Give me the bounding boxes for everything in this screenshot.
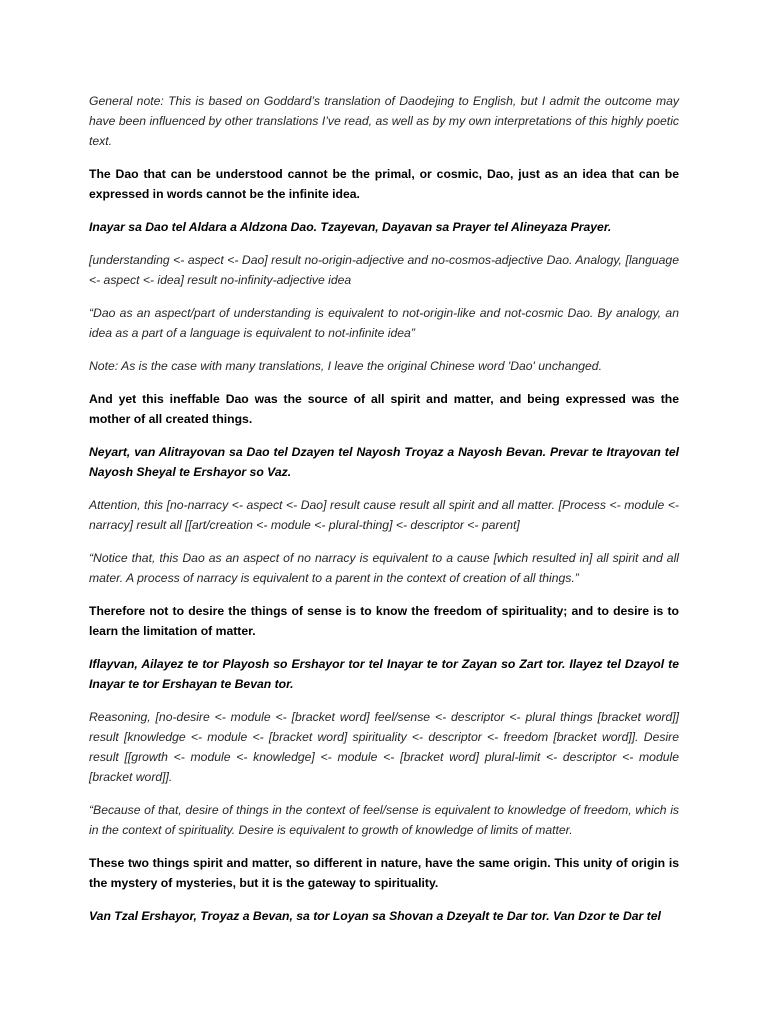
english-verse-3: Therefore not to desire the things of sense is to know the freedom of spirituality; and to desire is to learn the limitation of matter. bbox=[89, 604, 679, 638]
gloss-1: [understanding <- aspect <- Dao] result no-origin-adjective and no-cosmos-adjective Dao. Analogy, [language <- aspect <- idea] result no-infinity-adjective idea bbox=[89, 253, 679, 287]
conlang-verse-1: Inayar sa Dao tel Aldara a Aldzona Dao. Tzayevan, Dayavan sa Prayer tel Alineyaza Prayer. bbox=[89, 220, 612, 234]
literal-translation-1: “Dao as an aspect/part of understanding is equivalent to not-origin-like and not-cosmic Dao. By analogy, an idea as a part of a language is equivalent to not-infinite idea” bbox=[89, 306, 679, 340]
general-note: General note: This is based on Goddard’s translation of Daodejing to English, but I admit the outcome may have been influenced by other translations I’ve read, as well as by my own interpretations of this highly poetic text. bbox=[89, 94, 679, 148]
conlang-verse-3: Iflayvan, Ailayez te tor Playosh so Ershayor tor tel Inayar te tor Zayan so Zart tor. Ilayez tel Dzayol te Inayar te tor Ershayan te Bevan tor. bbox=[89, 657, 679, 691]
literal-translation-2: “Notice that, this Dao as an aspect of no narracy is equivalent to a cause [which resulted in] all spirit and all mater. A process of narracy is equivalent to a parent in the context of creation of all things.” bbox=[89, 551, 679, 585]
conlang-verse-4: Van Tzal Ershayor, Troyaz a Bevan, sa tor Loyan sa Shovan a Dzeyalt te Dar tor. Van Dzor te Dar tel bbox=[89, 909, 661, 923]
gloss-2: Attention, this [no-narracy <- aspect <- Dao] result cause result all spirit and all matter. [Process <- module <- narracy] result all [[art/creation <- module <- plural-thing] <- descriptor <- parent] bbox=[89, 498, 679, 532]
translator-note: Note: As is the case with many translations, I leave the original Chinese word 'Dao' unchanged. bbox=[89, 359, 602, 373]
gloss-3: Reasoning, [no-desire <- module <- [bracket word] feel/sense <- descriptor <- plural things [bracket word]] result [knowledge <- module <- [bracket word] spirituality <- descriptor <- freedom [bracket word]]. Desire result [[growth <- module <- knowledge] <- module <- [bracket word] plural-limit <- descriptor <- module [bracket word]]. bbox=[89, 710, 679, 784]
conlang-verse-2: Neyart, van Alitrayovan sa Dao tel Dzayen tel Nayosh Troyaz a Nayosh Bevan. Prevar te Itrayovan tel Nayosh Sheyal te Ershayor so Vaz. bbox=[89, 445, 679, 479]
document-page bbox=[89, 91, 679, 939]
english-verse-1: The Dao that can be understood cannot be the primal, or cosmic, Dao, just as an idea that can be expressed in words cannot be the infinite idea. bbox=[89, 167, 679, 201]
english-verse-2: And yet this ineffable Dao was the source of all spirit and matter, and being expressed was the mother of all created things. bbox=[89, 392, 679, 426]
english-verse-4: These two things spirit and matter, so different in nature, have the same origin. This unity of origin is the mystery of mysteries, but it is the gateway to spirituality. bbox=[89, 856, 679, 890]
literal-translation-3: “Because of that, desire of things in the context of feel/sense is equivalent to knowledge of freedom, which is in the context of spirituality. Desire is equivalent to growth of knowledge of limits of matter. bbox=[89, 803, 679, 837]
